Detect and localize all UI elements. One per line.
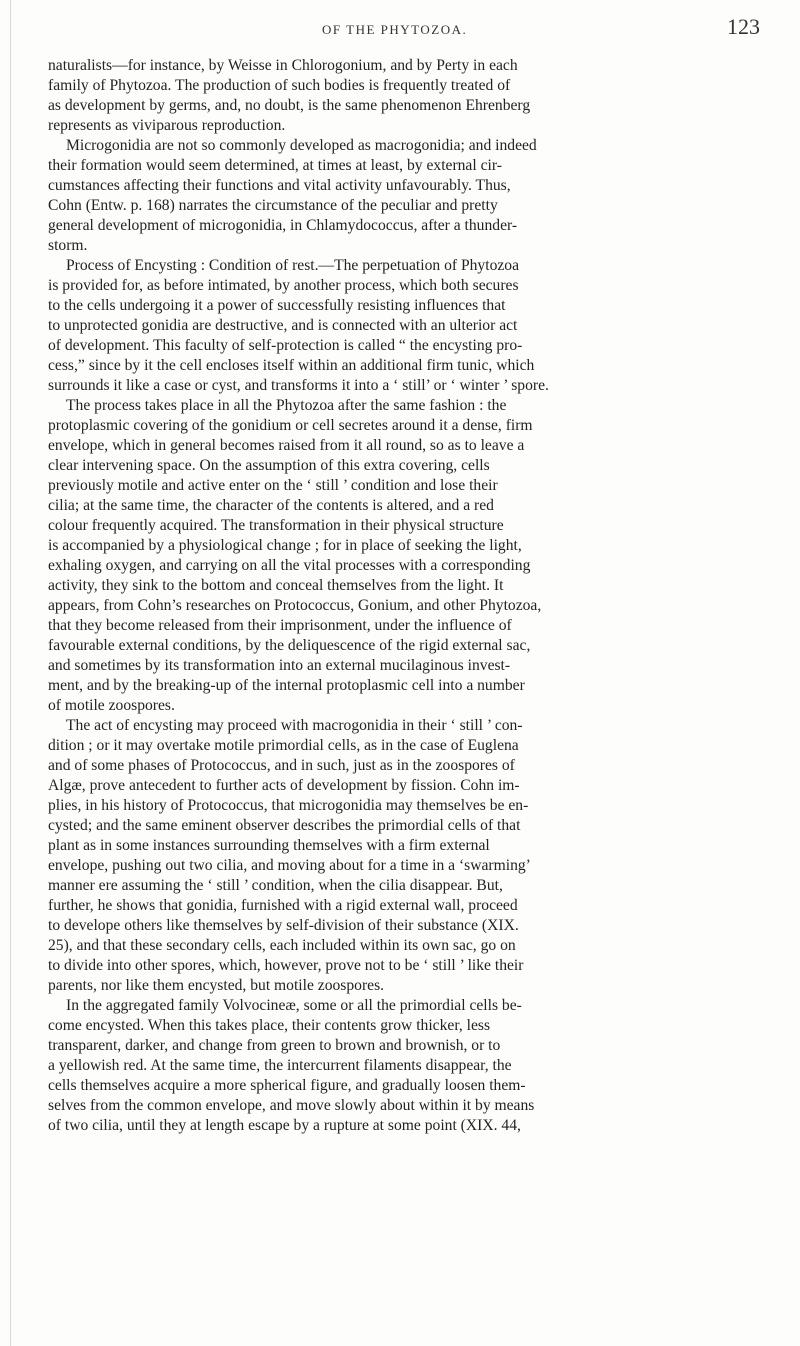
text-line: to unprotected gonidia are destructive, and is connected with an ulterior act xyxy=(48,317,518,334)
page-number: 123 xyxy=(727,14,760,39)
text-line: Process of Encysting : Condition of rest.—The perpetuation of Phytozoa xyxy=(66,257,520,274)
text-line: favourable external conditions, by the deliquescence of the rigid external sac, xyxy=(48,637,531,654)
text-line: parents, nor like them encysted, but motile zoospores. xyxy=(48,977,385,994)
text-line: Cohn (Entw. p. 168) narrates the circumstance of the peculiar and pretty xyxy=(48,197,498,214)
text-line: general development of microgonidia, in Chlamydococcus, after a thunder- xyxy=(48,217,518,234)
text-line: naturalists—for instance, by Weisse in Chlorogonium, and by Perty in each xyxy=(48,57,518,74)
body-text xyxy=(48,56,786,1136)
text-line: manner ere assuming the ‘ still ’ condition, when the cilia disappear. But, xyxy=(48,877,503,894)
text-line: envelope, pushing out two cilia, and moving about for a time in a ‘swarming’ xyxy=(48,857,531,874)
text-line: of development. This faculty of self-protection is called “ the encysting pro- xyxy=(48,337,523,354)
text-line: cysted; and the same eminent observer describes the primordial cells of that xyxy=(48,817,521,834)
text-line: is accompanied by a physiological change ; for in place of seeking the light, xyxy=(48,537,522,554)
text-line: to the cells undergoing it a power of successfully resisting influences that xyxy=(48,297,506,314)
text-line: transparent, darker, and change from green to brown and brownish, or to xyxy=(48,1037,501,1054)
text-line: selves from the common envelope, and move slowly about within it by means xyxy=(48,1097,535,1114)
page-gutter-edge xyxy=(10,0,11,1346)
text-line: as development by germs, and, no doubt, is the same phenomenon Ehrenberg xyxy=(48,97,531,114)
text-line: to divide into other spores, which, however, prove not to be ‘ still ’ like their xyxy=(48,957,524,974)
text-line: plies, in his history of Protococcus, that microgonidia may themselves be en- xyxy=(48,797,529,814)
text-line: and sometimes by its transformation into an external mucilaginous invest- xyxy=(48,657,511,674)
text-line: cumstances affecting their functions and vital activity unfavourably. Thus, xyxy=(48,177,511,194)
text-line: come encysted. When this takes place, their contents grow thicker, less xyxy=(48,1017,491,1034)
text-line: their formation would seem determined, at times at least, by external cir- xyxy=(48,157,502,174)
text-line: of motile zoospores. xyxy=(48,697,175,714)
text-line: and of some phases of Protococcus, and in such, just as in the zoospores of xyxy=(48,757,515,774)
text-line: previously motile and active enter on the ‘ still ’ condition and lose their xyxy=(48,477,498,494)
text-line: activity, they sink to the bottom and conceal themselves from the light. It xyxy=(48,577,504,594)
text-line: a yellowish red. At the same time, the intercurrent filaments disappear, the xyxy=(48,1057,512,1074)
text-line: Microgonidia are not so commonly developed as macrogonidia; and indeed xyxy=(66,137,537,154)
text-line: storm. xyxy=(48,237,88,254)
text-line: colour frequently acquired. The transformation in their physical structure xyxy=(48,517,504,534)
text-line: appears, from Cohn’s researches on Protococcus, Gonium, and other Phytozoa, xyxy=(48,597,542,614)
text-line: Algæ, prove antecedent to further acts of development by fission. Cohn im- xyxy=(48,777,520,794)
text-line: represents as viviparous reproduction. xyxy=(48,117,286,134)
text-line: to develope others like themselves by self-division of their substance (XIX. xyxy=(48,917,519,934)
text-line: cess,” since by it the cell encloses itself within an additional firm tunic, which xyxy=(48,357,535,374)
text-line: envelope, which in general becomes raised from it all round, so as to leave a xyxy=(48,437,525,454)
text-line: cilia; at the same time, the character of the contents is altered, and a red xyxy=(48,497,494,514)
text-line: clear intervening space. On the assumption of this extra covering, cells xyxy=(48,457,490,474)
text-line: family of Phytozoa. The production of such bodies is frequently treated of xyxy=(48,77,511,94)
text-line: The process takes place in all the Phytozoa after the same fashion : the xyxy=(66,397,507,414)
text-line: that they become released from their imprisonment, under the influence of xyxy=(48,617,512,634)
text-line: surrounds it like a case or cyst, and transforms it into a ‘ still’ or ‘ winter ’ spore. xyxy=(48,377,549,394)
text-line: 25), and that these secondary cells, each included within its own sac, go on xyxy=(48,937,516,954)
text-line: is provided for, as before intimated, by another process, which both secures xyxy=(48,277,519,294)
text-line: cells themselves acquire a more spherical figure, and gradually loosen them- xyxy=(48,1077,526,1094)
text-line: exhaling oxygen, and carrying on all the vital processes with a corresponding xyxy=(48,557,531,574)
text-line: In the aggregated family Volvocineæ, some or all the primordial cells be- xyxy=(66,997,522,1014)
text-line: plant as in some instances surrounding themselves with a firm external xyxy=(48,837,490,854)
running-head: OF THE PHYTOZOA. xyxy=(322,22,468,37)
text-line: ment, and by the breaking-up of the internal protoplasmic cell into a number xyxy=(48,677,525,694)
text-line: protoplasmic covering of the gonidium or cell secretes around it a dense, firm xyxy=(48,417,533,434)
text-line: further, he shows that gonidia, furnished with a rigid external wall, proceed xyxy=(48,897,518,914)
text-line: dition ; or it may overtake motile primordial cells, as in the case of Euglena xyxy=(48,737,519,754)
text-line: of two cilia, until they at length escape by a rupture at some point (XIX. 44, xyxy=(48,1117,521,1134)
text-line: The act of encysting may proceed with macrogonidia in their ‘ still ’ con- xyxy=(66,717,523,734)
